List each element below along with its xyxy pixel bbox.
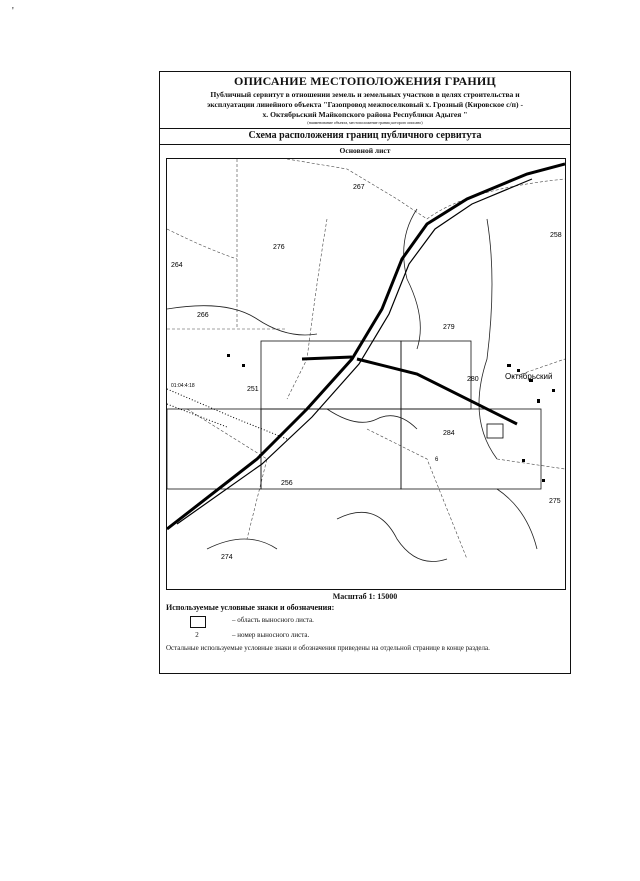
- cadastral-label: 01:04:4:18: [171, 383, 195, 389]
- header-line-1: Публичный сервитут в отношении земель и земельных участков в целях строительства и: [210, 90, 520, 99]
- legend-label: – область выносного листа.: [232, 616, 314, 624]
- header-line-3: х. Октябрьский Майкопского района Республики Адыгея ": [262, 110, 468, 119]
- legend-item-sheet-area: [190, 616, 314, 628]
- scheme-title: Схема расположения границ публичного сервитута: [160, 128, 570, 145]
- legend-title: Используемые условные знаки и обозначения:: [166, 603, 335, 612]
- header-line-2: эксплуатации линейного объекта "Газопровод межпоселковый х. Грозный (Кировское с/п) -: [206, 100, 523, 109]
- legend-swatch: [190, 616, 206, 628]
- sheet-number-label: 6: [435, 457, 439, 463]
- document-title: ОПИСАНИЕ МЕСТОПОЛОЖЕНИЯ ГРАНИЦ: [234, 74, 496, 88]
- extract-sheet-areas: [167, 341, 541, 489]
- map-scale: Масштаб 1: 15000: [332, 592, 398, 601]
- pipeline-corridor: [167, 164, 565, 529]
- parcel-label: 264: [171, 262, 183, 269]
- map-drawing: [167, 159, 565, 589]
- parcel-label: 256: [281, 480, 293, 487]
- legend-item-sheet-number: [190, 631, 310, 639]
- parcel-label: 279: [443, 324, 455, 331]
- legend-label: – номер выносного листа.: [232, 631, 310, 639]
- legend-number: 2: [195, 631, 199, 639]
- parcel-label: 274: [221, 554, 233, 561]
- settlement-block: [487, 424, 503, 438]
- document-header: [160, 72, 570, 129]
- terrain-lines: [167, 209, 537, 562]
- parcel-label: 266: [197, 312, 209, 319]
- document-frame: [159, 71, 571, 674]
- parcel-label: 276: [273, 244, 285, 251]
- legend-note: Остальные используемые условные знаки и обозначения приведены на отдельной странице в конце раздела.: [166, 644, 490, 652]
- parcel-label: 275: [549, 498, 561, 505]
- parcel-label: 251: [247, 386, 259, 393]
- parcel-label: 284: [443, 430, 455, 437]
- header-caption: (наименование объекта, местоположение границ которого описано): [307, 120, 423, 125]
- settlement-label: Октябрьский: [505, 372, 553, 381]
- parcel-boundaries: [167, 159, 565, 559]
- railway: [167, 389, 287, 439]
- sheet-caption: Основной лист: [339, 146, 391, 155]
- parcel-label: 258: [550, 232, 562, 239]
- parcel-label: 280: [467, 376, 479, 383]
- scheme-map: [166, 158, 566, 590]
- corner-mark: ': [12, 6, 14, 17]
- parcel-label: 267: [353, 184, 365, 191]
